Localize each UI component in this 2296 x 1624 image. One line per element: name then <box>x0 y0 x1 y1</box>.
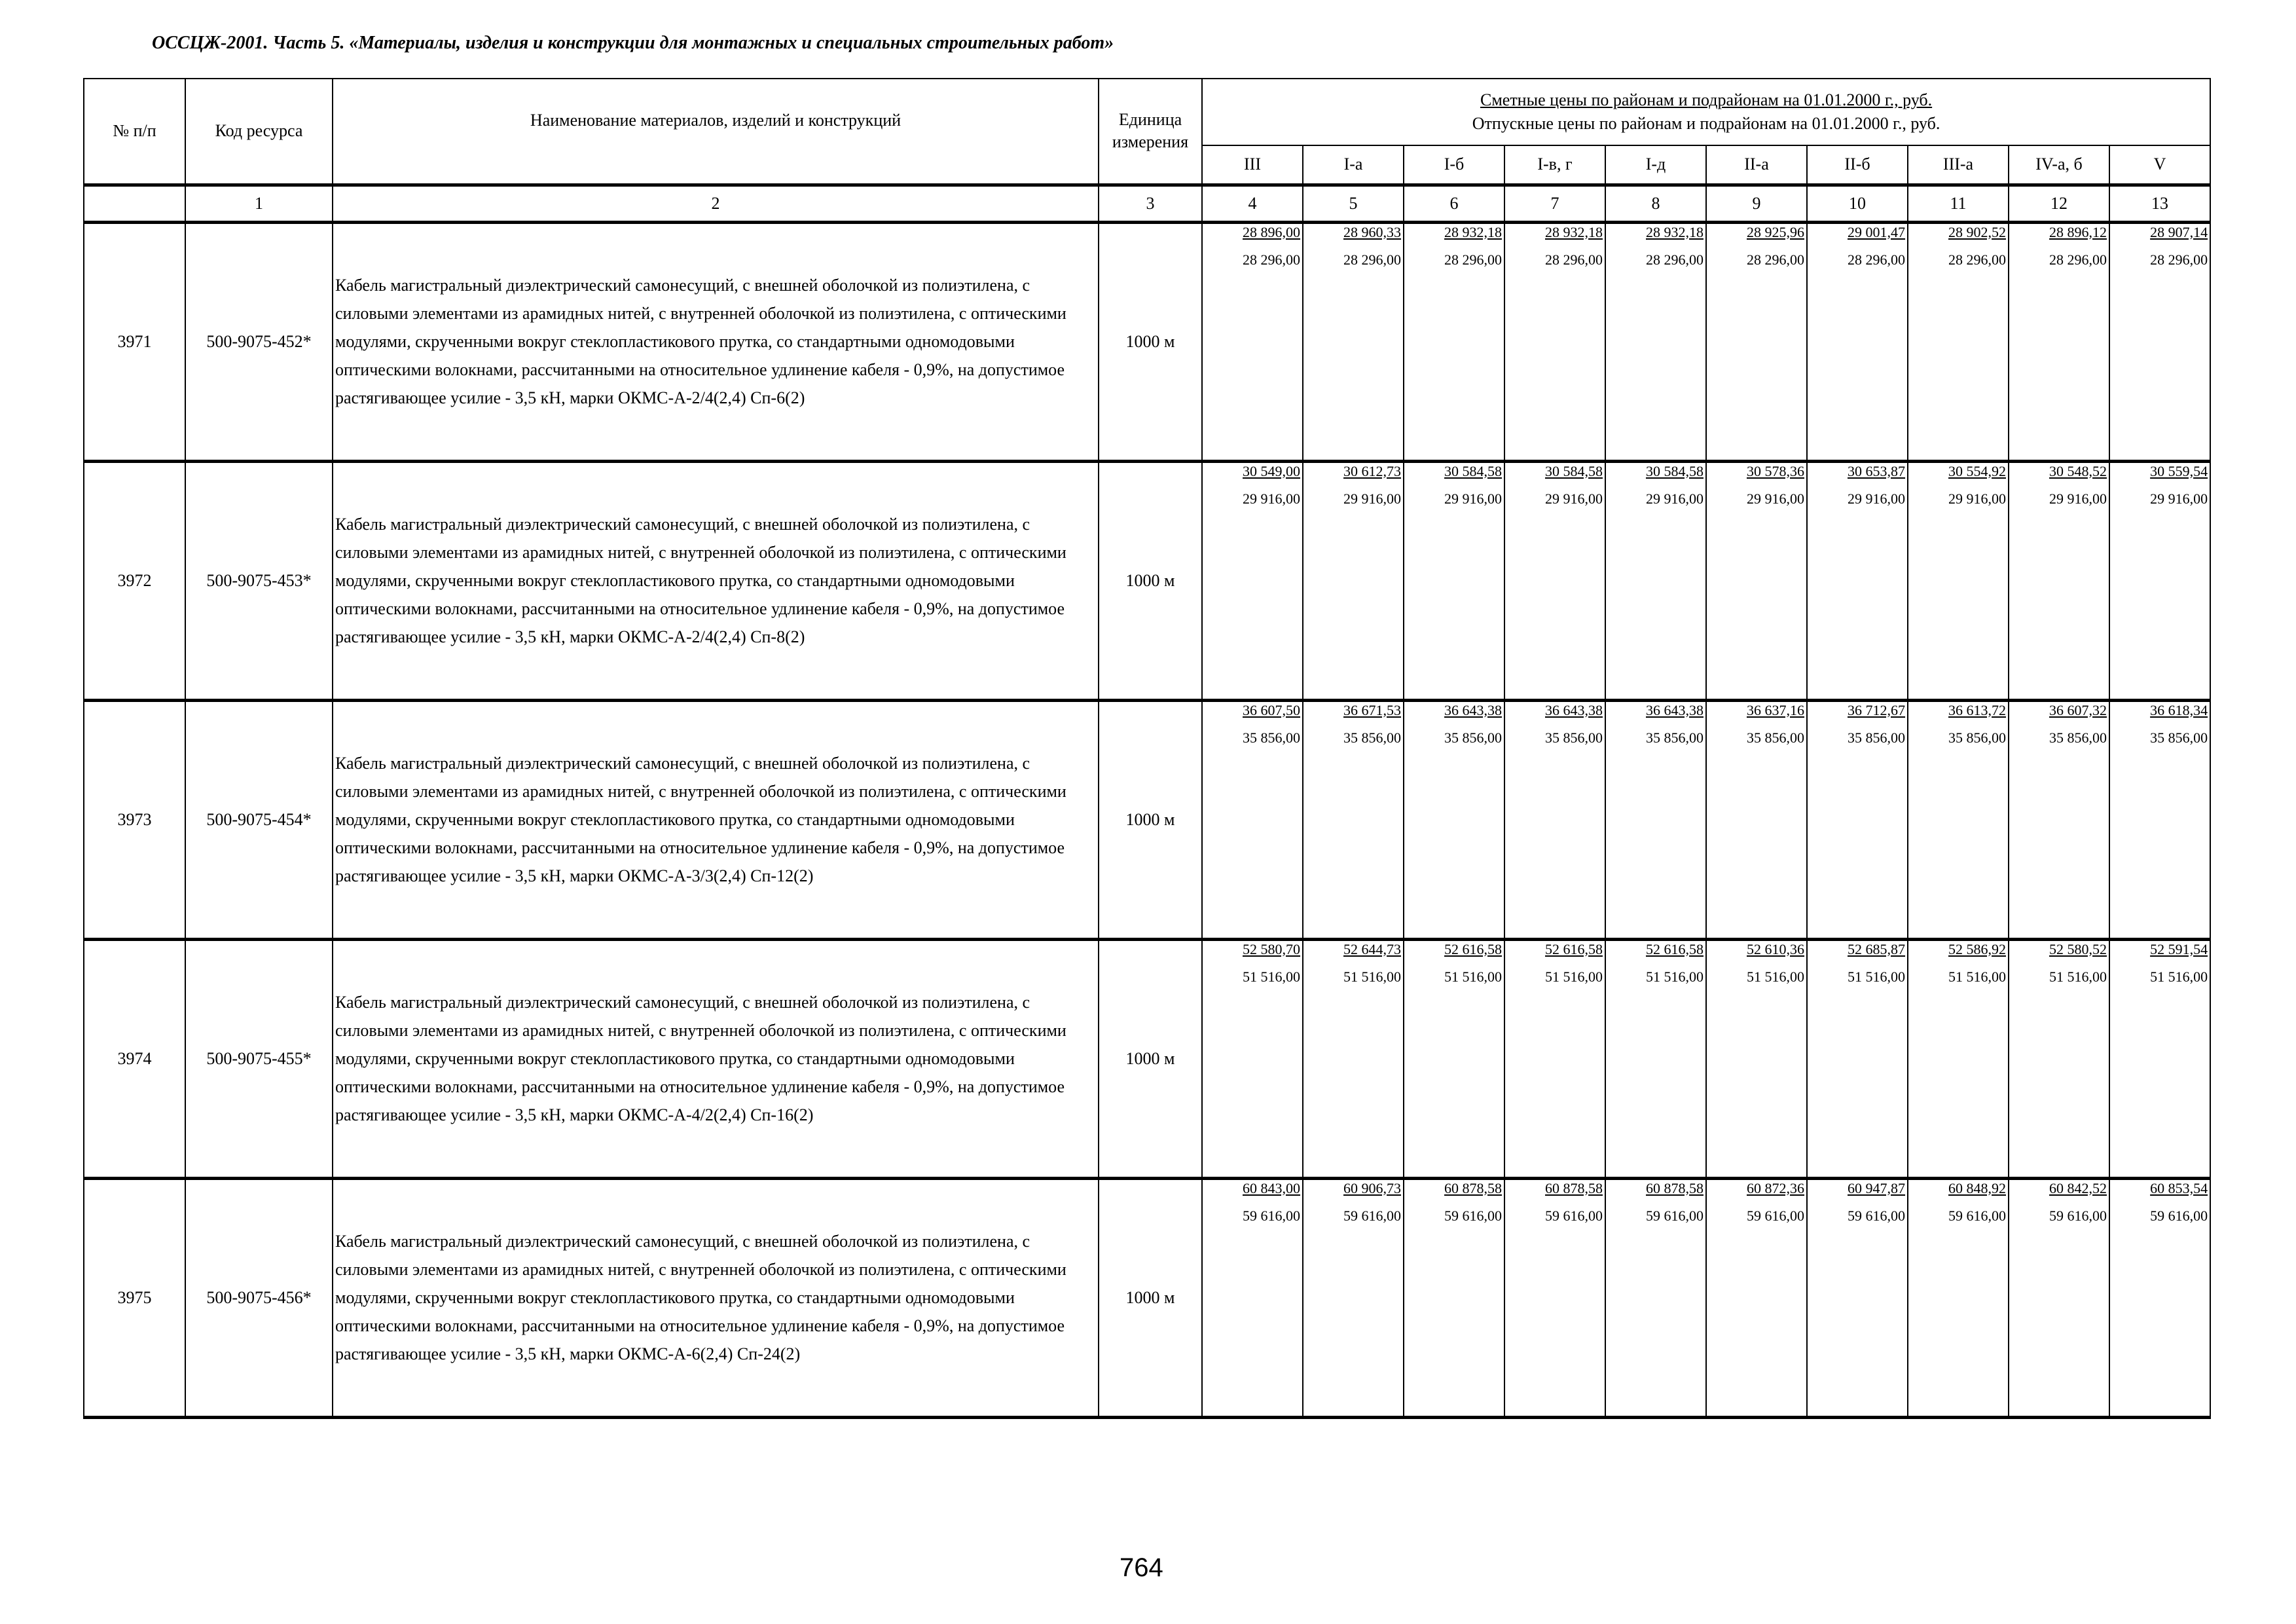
unit-of-measure: 1000 м <box>1099 1178 1202 1417</box>
column-number-blank <box>84 185 185 222</box>
estimate-price: 36 607,50 <box>1243 701 1300 718</box>
release-price: 51 516,00 <box>1848 968 1905 985</box>
estimate-price: 30 559,54 <box>2150 462 2208 479</box>
release-price: 29 916,00 <box>1747 490 1804 507</box>
material-name: Кабель магистральный диэлектрический самонесущий, с внешней оболочкой из полиэтилена, с силовыми элементами из арамидных нитей, с внутренней оболочкой из полиэтилена, с оптическими модулями, скрученными вокруг стеклопластикового прутка, со стандартными одномодовыми оптическими волокнами, рассчитанными на относительное удлинение кабеля - 0,9%, на допустимое растягивающее усилие - 3,5 кН, марки ОКМС-А-4/2(2,4) Сп-16(2) <box>333 939 1099 1178</box>
resource-code: 500-9075-456* <box>185 1178 333 1417</box>
estimate-price: 52 616,58 <box>1545 940 1603 957</box>
material-name: Кабель магистральный диэлектрический самонесущий, с внешней оболочкой из полиэтилена, с силовыми элементами из арамидных нитей, с внутренней оболочкой из полиэтилена, с оптическими модулями, скрученными вокруг стеклопластикового прутка, со стандартными одномодовыми оптическими волокнами, рассчитанными на относительное удлинение кабеля - 0,9%, на допустимое растягивающее усилие - 3,5 кН, марки ОКМС-А-2/4(2,4) Сп-8(2) <box>333 461 1099 700</box>
price-cell <box>1404 461 1504 700</box>
release-price: 28 296,00 <box>1545 251 1603 268</box>
release-price: 59 616,00 <box>1545 1207 1603 1224</box>
estimate-price: 52 591,54 <box>2150 940 2208 957</box>
header-region: IV-а, б <box>2009 145 2109 185</box>
header-prices-estimate: Сметные цены по районам и подрайонам на 01.01.2000 г., руб. <box>1480 90 1933 109</box>
price-cell <box>1807 222 1908 461</box>
release-price: 35 856,00 <box>1545 729 1603 746</box>
price-cell <box>1908 1178 2009 1417</box>
header-name: Наименование материалов, изделий и конструкций <box>333 79 1099 185</box>
price-cell <box>1807 1178 1908 1417</box>
release-price: 51 516,00 <box>1747 968 1804 985</box>
estimate-price: 28 902,52 <box>1948 223 2006 240</box>
release-price: 35 856,00 <box>1444 729 1502 746</box>
column-number: 12 <box>2009 185 2109 222</box>
material-name: Кабель магистральный диэлектрический самонесущий, с внешней оболочкой из полиэтилена, с силовыми элементами из арамидных нитей, с внутренней оболочкой из полиэтилена, с оптическими модулями, скрученными вокруг стеклопластикового прутка, со стандартными одномодовыми оптическими волокнами, рассчитанными на относительное удлинение кабеля - 0,9%, на допустимое растягивающее усилие - 3,5 кН, марки ОКМС-А-6(2,4) Сп-24(2) <box>333 1178 1099 1417</box>
row-number: 3975 <box>84 1178 185 1417</box>
header-region: II-а <box>1706 145 1807 185</box>
header-region: V <box>2109 145 2210 185</box>
column-number: 2 <box>333 185 1099 222</box>
release-price: 59 616,00 <box>2150 1207 2208 1224</box>
price-cell <box>1404 222 1504 461</box>
release-price: 51 516,00 <box>1444 968 1502 985</box>
estimate-price: 30 612,73 <box>1343 462 1401 479</box>
price-cell <box>1202 1178 1303 1417</box>
price-cell <box>1908 461 2009 700</box>
release-price: 59 616,00 <box>1848 1207 1905 1224</box>
header-region: I-б <box>1404 145 1504 185</box>
release-price: 28 296,00 <box>1848 251 1905 268</box>
estimate-price: 36 637,16 <box>1747 701 1804 718</box>
estimate-price: 60 947,87 <box>1848 1179 1905 1196</box>
estimate-price: 60 872,36 <box>1747 1179 1804 1196</box>
price-cell <box>1706 222 1807 461</box>
estimate-price: 36 613,72 <box>1948 701 2006 718</box>
table-row <box>84 939 2210 1178</box>
price-cell <box>1303 461 1404 700</box>
estimate-price: 52 616,58 <box>1646 940 1704 957</box>
price-cell <box>1504 461 1605 700</box>
table-body <box>84 222 2210 1417</box>
price-cell <box>1202 222 1303 461</box>
price-cell <box>1908 939 2009 1178</box>
estimate-price: 30 584,58 <box>1545 462 1603 479</box>
price-cell <box>1908 700 2009 939</box>
estimate-price: 60 853,54 <box>2150 1179 2208 1196</box>
table-row <box>84 222 2210 461</box>
release-price: 51 516,00 <box>1948 968 2006 985</box>
release-price: 29 916,00 <box>2150 490 2208 507</box>
release-price: 29 916,00 <box>2049 490 2107 507</box>
estimate-price: 28 907,14 <box>2150 223 2208 240</box>
header-unit <box>1099 79 1202 185</box>
release-price: 28 296,00 <box>1343 251 1401 268</box>
row-number: 3973 <box>84 700 185 939</box>
price-cell <box>2009 700 2109 939</box>
estimate-price: 28 925,96 <box>1747 223 1804 240</box>
release-price: 35 856,00 <box>1343 729 1401 746</box>
release-price: 29 916,00 <box>1646 490 1704 507</box>
column-number: 4 <box>1202 185 1303 222</box>
column-number: 5 <box>1303 185 1404 222</box>
price-cell <box>1605 700 1706 939</box>
release-price: 51 516,00 <box>1646 968 1704 985</box>
price-cell <box>1807 939 1908 1178</box>
resource-code: 500-9075-455* <box>185 939 333 1178</box>
release-price: 59 616,00 <box>1343 1207 1401 1224</box>
price-cell <box>1706 1178 1807 1417</box>
column-number: 7 <box>1504 185 1605 222</box>
header-region: I-д <box>1605 145 1706 185</box>
release-price: 35 856,00 <box>1948 729 2006 746</box>
release-price: 29 916,00 <box>1243 490 1300 507</box>
release-price: 28 296,00 <box>2150 251 2208 268</box>
estimate-price: 30 584,58 <box>1444 462 1502 479</box>
header-num: № п/п <box>84 79 185 185</box>
price-cell <box>1504 222 1605 461</box>
header-region: I-а <box>1303 145 1404 185</box>
price-cell <box>1303 1178 1404 1417</box>
estimate-price: 28 932,18 <box>1646 223 1704 240</box>
estimate-price: 60 906,73 <box>1343 1179 1401 1196</box>
release-price: 28 296,00 <box>1444 251 1502 268</box>
price-cell <box>1504 939 1605 1178</box>
header-region: III-а <box>1908 145 2009 185</box>
resource-code: 500-9075-454* <box>185 700 333 939</box>
column-number: 9 <box>1706 185 1807 222</box>
price-cell <box>1404 939 1504 1178</box>
price-cell <box>1202 461 1303 700</box>
release-price: 59 616,00 <box>1444 1207 1502 1224</box>
release-price: 35 856,00 <box>1848 729 1905 746</box>
release-price: 59 616,00 <box>2049 1207 2107 1224</box>
unit-of-measure: 1000 м <box>1099 939 1202 1178</box>
release-price: 29 916,00 <box>1948 490 2006 507</box>
estimate-price: 28 932,18 <box>1545 223 1603 240</box>
price-cell <box>1303 939 1404 1178</box>
estimate-price: 36 643,38 <box>1545 701 1603 718</box>
price-cell <box>2109 1178 2210 1417</box>
release-price: 51 516,00 <box>1545 968 1603 985</box>
release-price: 51 516,00 <box>2150 968 2208 985</box>
estimate-price: 36 671,53 <box>1343 701 1401 718</box>
estimate-price: 30 554,92 <box>1948 462 2006 479</box>
estimate-price: 36 643,38 <box>1444 701 1502 718</box>
release-price: 51 516,00 <box>1343 968 1401 985</box>
column-numbers-row <box>84 185 2210 222</box>
header-region: I-в, г <box>1504 145 1605 185</box>
document-title: ОССЦЖ-2001. Часть 5. «Материалы, изделия и конструкции для монтажных и специальных строительных работ» <box>152 33 1114 53</box>
estimate-price: 28 896,00 <box>1243 223 1300 240</box>
estimate-price: 28 896,12 <box>2049 223 2107 240</box>
unit-of-measure: 1000 м <box>1099 222 1202 461</box>
estimate-price: 60 878,58 <box>1646 1179 1704 1196</box>
price-cell <box>2109 222 2210 461</box>
price-cell <box>2009 939 2109 1178</box>
release-price: 29 916,00 <box>1343 490 1401 507</box>
price-cell <box>2109 939 2210 1178</box>
estimate-price: 28 932,18 <box>1444 223 1502 240</box>
price-cell <box>2009 222 2109 461</box>
unit-of-measure: 1000 м <box>1099 700 1202 939</box>
release-price: 59 616,00 <box>1948 1207 2006 1224</box>
release-price: 28 296,00 <box>1747 251 1804 268</box>
table-row <box>84 461 2210 700</box>
price-cell <box>1303 700 1404 939</box>
release-price: 59 616,00 <box>1243 1207 1300 1224</box>
release-price: 29 916,00 <box>1545 490 1603 507</box>
price-cell <box>1504 700 1605 939</box>
price-cell <box>1706 461 1807 700</box>
column-number: 10 <box>1807 185 1908 222</box>
price-cell <box>2109 700 2210 939</box>
price-cell <box>1807 700 1908 939</box>
table-row <box>84 1178 2210 1417</box>
release-price: 51 516,00 <box>1243 968 1300 985</box>
estimate-price: 52 580,52 <box>2049 940 2107 957</box>
table-row <box>84 700 2210 939</box>
release-price: 35 856,00 <box>2150 729 2208 746</box>
price-cell <box>1605 1178 1706 1417</box>
row-number: 3972 <box>84 461 185 700</box>
release-price: 35 856,00 <box>1646 729 1704 746</box>
release-price: 29 916,00 <box>1848 490 1905 507</box>
price-cell <box>1706 939 1807 1178</box>
estimate-price: 29 001,47 <box>1848 223 1905 240</box>
header-prices-release: Отпускные цены по районам и подрайонам на 01.01.2000 г., руб. <box>1472 114 1941 133</box>
estimate-price: 30 578,36 <box>1747 462 1804 479</box>
price-table <box>83 78 2211 1419</box>
price-cell <box>1605 461 1706 700</box>
material-name: Кабель магистральный диэлектрический самонесущий, с внешней оболочкой из полиэтилена, с силовыми элементами из арамидных нитей, с внутренней оболочкой из полиэтилена, с оптическими модулями, скрученными вокруг стеклопластикового прутка, со стандартными одномодовыми оптическими волокнами, рассчитанными на относительное удлинение кабеля - 0,9%, на допустимое растягивающее усилие - 3,5 кН, марки ОКМС-А-2/4(2,4) Сп-6(2) <box>333 222 1099 461</box>
row-number: 3974 <box>84 939 185 1178</box>
column-number: 6 <box>1404 185 1504 222</box>
price-cell <box>1605 939 1706 1178</box>
price-cell <box>1504 1178 1605 1417</box>
estimate-price: 52 610,36 <box>1747 940 1804 957</box>
release-price: 35 856,00 <box>1243 729 1300 746</box>
release-price: 28 296,00 <box>1243 251 1300 268</box>
release-price: 28 296,00 <box>2049 251 2107 268</box>
resource-code: 500-9075-452* <box>185 222 333 461</box>
header-region: II-б <box>1807 145 1908 185</box>
estimate-price: 60 878,58 <box>1545 1179 1603 1196</box>
price-cell <box>1706 700 1807 939</box>
estimate-price: 30 653,87 <box>1848 462 1905 479</box>
price-cell <box>1807 461 1908 700</box>
header-unit-line2: измерения <box>1112 132 1189 152</box>
price-cell <box>1404 1178 1504 1417</box>
header-unit-line1: Единица <box>1118 110 1182 130</box>
column-number: 8 <box>1605 185 1706 222</box>
unit-of-measure: 1000 м <box>1099 461 1202 700</box>
price-cell <box>2109 461 2210 700</box>
column-number: 1 <box>185 185 333 222</box>
price-cell <box>1404 700 1504 939</box>
row-number: 3971 <box>84 222 185 461</box>
release-price: 28 296,00 <box>1646 251 1704 268</box>
price-cell <box>1303 222 1404 461</box>
release-price: 59 616,00 <box>1747 1207 1804 1224</box>
release-price: 35 856,00 <box>2049 729 2107 746</box>
price-cell <box>1605 222 1706 461</box>
price-cell <box>2009 1178 2109 1417</box>
header-code: Код ресурса <box>185 79 333 185</box>
estimate-price: 36 643,38 <box>1646 701 1704 718</box>
estimate-price: 52 685,87 <box>1848 940 1905 957</box>
release-price: 29 916,00 <box>1444 490 1502 507</box>
estimate-price: 30 549,00 <box>1243 462 1300 479</box>
release-price: 59 616,00 <box>1646 1207 1704 1224</box>
estimate-price: 52 586,92 <box>1948 940 2006 957</box>
estimate-price: 60 843,00 <box>1243 1179 1300 1196</box>
column-number: 13 <box>2109 185 2210 222</box>
header-prices <box>1202 79 2210 145</box>
release-price: 28 296,00 <box>1948 251 2006 268</box>
resource-code: 500-9075-453* <box>185 461 333 700</box>
header-row-1 <box>84 79 2210 145</box>
estimate-price: 36 712,67 <box>1848 701 1905 718</box>
estimate-price: 30 548,52 <box>2049 462 2107 479</box>
material-name: Кабель магистральный диэлектрический самонесущий, с внешней оболочкой из полиэтилена, с силовыми элементами из арамидных нитей, с внутренней оболочкой из полиэтилена, с оптическими модулями, скрученными вокруг стеклопластикового прутка, со стандартными одномодовыми оптическими волокнами, рассчитанными на относительное удлинение кабеля - 0,9%, на допустимое растягивающее усилие - 3,5 кН, марки ОКМС-А-3/3(2,4) Сп-12(2) <box>333 700 1099 939</box>
estimate-price: 28 960,33 <box>1343 223 1401 240</box>
column-number: 3 <box>1099 185 1202 222</box>
estimate-price: 30 584,58 <box>1646 462 1704 479</box>
estimate-price: 60 878,58 <box>1444 1179 1502 1196</box>
release-price: 51 516,00 <box>2049 968 2107 985</box>
estimate-price: 52 580,70 <box>1243 940 1300 957</box>
estimate-price: 52 616,58 <box>1444 940 1502 957</box>
price-cell <box>1202 700 1303 939</box>
estimate-price: 60 842,52 <box>2049 1179 2107 1196</box>
price-cell <box>1908 222 2009 461</box>
estimate-price: 36 618,34 <box>2150 701 2208 718</box>
page-number: 764 <box>1120 1553 1163 1582</box>
release-price: 35 856,00 <box>1747 729 1804 746</box>
price-cell <box>2009 461 2109 700</box>
estimate-price: 36 607,32 <box>2049 701 2107 718</box>
estimate-price: 52 644,73 <box>1343 940 1401 957</box>
estimate-price: 60 848,92 <box>1948 1179 2006 1196</box>
header-region: III <box>1202 145 1303 185</box>
price-cell <box>1202 939 1303 1178</box>
column-number: 11 <box>1908 185 2009 222</box>
